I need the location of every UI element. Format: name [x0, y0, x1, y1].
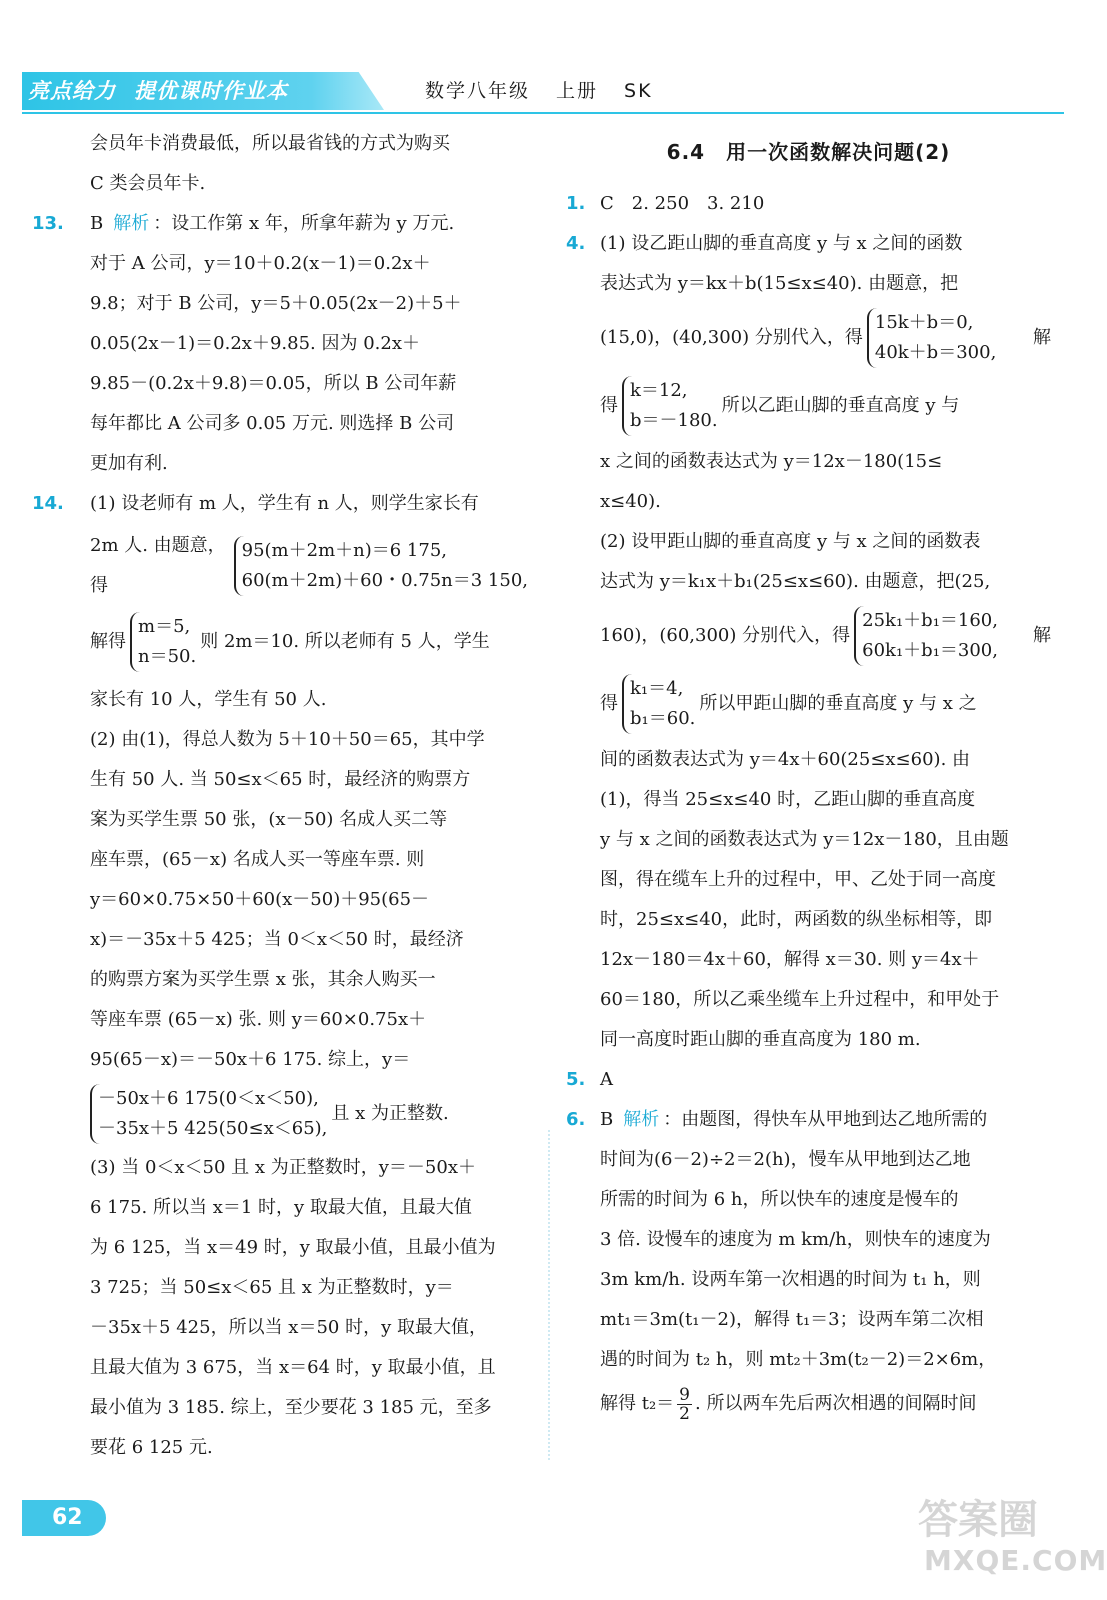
equation: 15k＋b＝0, — [874, 312, 974, 333]
text-line: 所需的时间为 6 h，所以快车的速度是慢车的 — [600, 1189, 959, 1210]
equation: k＝12, — [630, 380, 688, 401]
text-line: 家长有 10 人，学生有 50 人. — [90, 689, 327, 710]
text-line: 生有 50 人. 当 50≤x＜65 时，最经济的购票方 — [90, 769, 471, 790]
question-number: 14. — [32, 493, 64, 514]
equation: b₁＝60. — [630, 708, 696, 729]
answer-text: C 2. 250 3. 210 — [600, 193, 765, 214]
text-line: 更加有利. — [90, 453, 168, 474]
equation-system — [90, 1084, 327, 1144]
text-line: 达式为 y＝k₁x＋b₁(25≤x≤60). 由题意，把(25, — [600, 571, 991, 592]
text-line: 95(65－x)＝－50x＋6 175. 综上，y＝ — [90, 1049, 411, 1070]
equation: 60(m＋2m)＋60・0.75n＝3 150, — [241, 570, 528, 591]
subject-info — [425, 76, 679, 103]
text-line: ：设工作第 x 年，所拿年薪为 y 万元. — [153, 213, 455, 234]
text-line: (1) 设乙距山脚的垂直高度 y 与 x 之间的函数 — [600, 233, 963, 254]
subject-volume: 上册 — [556, 80, 599, 102]
question-number: 5. — [566, 1069, 586, 1090]
text-fragment: 2m 人. 由题意，得 — [90, 535, 226, 596]
text-line: 3m km/h. 设两车第一次相遇的时间为 t₁ h，则 — [600, 1269, 981, 1290]
answer-choice: B — [90, 213, 104, 234]
text-line: 的购票方案为买学生票 x 张，其余人购买一 — [90, 969, 436, 990]
text-line: 60＝180，所以乙乘坐缆车上升过程中，和甲处于 — [600, 989, 1000, 1010]
text-line: 6 175. 所以当 x＝1 时，y 取最大值，且最大值 — [90, 1197, 472, 1218]
fraction — [677, 1386, 692, 1423]
equation-system — [867, 308, 996, 368]
text-fragment: 所以甲距山脚的垂直高度 y 与 x 之 — [699, 693, 977, 714]
text-line: －35x＋5 425，所以当 x＝50 时，y 取最大值， — [90, 1317, 487, 1338]
text-line: 9.85－(0.2x＋9.8)＝0.05，所以 B 公司年薪 — [90, 373, 457, 394]
text-line: x 之间的函数表达式为 y＝12x－180(15≤ — [600, 451, 943, 472]
question-5 — [566, 1060, 1051, 1100]
text-line: (1) 设老师有 m 人，学生有 n 人，则学生家长有 — [90, 493, 479, 514]
text-fragment: 且 x 为正整数. — [331, 1103, 449, 1124]
text-line: mt₁＝3m(t₁－2)，解得 t₁＝3；设两车第二次相 — [600, 1309, 984, 1330]
text-fragment: 解 — [1033, 625, 1051, 646]
section-title: 6.4 用一次函数解决问题(2) — [666, 140, 951, 164]
text-fragment: 160)，(60,300) 分别代入，得 — [600, 625, 851, 646]
right-column — [566, 124, 1051, 1424]
text-line: 图，得在缆车上升的过程中，甲、乙处于同一高度 — [600, 869, 996, 890]
text-line: 会员年卡消费最低，所以最省钱的方式为购买 — [90, 133, 450, 154]
text-line: x)＝－35x＋5 425；当 0＜x＜50 时，最经济 — [90, 929, 464, 950]
text-line: 9.8；对于 B 公司，y＝5＋0.05(2x－2)＋5＋ — [90, 293, 462, 314]
text-line: 3 倍. 设慢车的速度为 m km/h，则快车的速度为 — [600, 1229, 991, 1250]
equation-system — [130, 612, 196, 672]
text-line: (3) 当 0＜x＜50 且 x 为正整数时，y＝－50x＋ — [90, 1157, 476, 1178]
question-number: 13. — [32, 213, 64, 234]
equation-system — [234, 536, 528, 596]
question-number: 6. — [566, 1109, 586, 1130]
column-divider — [548, 1130, 550, 1460]
text-line: 对于 A 公司，y＝10＋0.2(x－1)＝0.2x＋ — [90, 253, 431, 274]
text-line: 表达式为 y＝kx＋b(15≤x≤40). 由题意，把 — [600, 273, 959, 294]
text-line: 每年都比 A 公司多 0.05 万元. 则选择 B 公司 — [90, 413, 455, 434]
question-number: 1. — [566, 193, 586, 214]
page-number: 62 — [22, 1500, 106, 1536]
subject-grade: 数学八年级 — [425, 80, 531, 102]
watermark — [918, 1488, 1107, 1588]
question-14 — [32, 484, 532, 1468]
header-rule — [22, 112, 1064, 114]
equation: k₁＝4, — [630, 678, 684, 699]
text-fragment: 得 — [600, 693, 618, 714]
page-header — [0, 0, 1086, 118]
equation-system — [622, 376, 718, 436]
text-fragment: (15,0)，(40,300) 分别代入，得 — [600, 327, 863, 348]
question-6 — [566, 1100, 1051, 1424]
equation: 40k＋b＝300, — [874, 342, 997, 363]
brand-name: 亮点给力 — [28, 79, 116, 103]
text-line: (2) 由(1)，得总人数为 5＋10＋50＝65，其中学 — [90, 729, 485, 750]
equation: －50x＋6 175(0＜x＜50), — [98, 1088, 319, 1109]
text-line: C 类会员年卡. — [90, 173, 206, 194]
equation: 60k₁＋b₁＝300, — [862, 640, 998, 661]
text-line: 要花 6 125 元. — [90, 1437, 213, 1458]
text-line: 12x－180＝4x＋60，解得 x＝30. 则 y＝4x＋ — [600, 949, 980, 970]
equation-system — [854, 606, 998, 666]
answer-choice: B — [600, 1109, 614, 1130]
text-line: 座车票，(65－x) 名成人买一等座车票. 则 — [90, 849, 425, 870]
explanation-label: 解析 — [623, 1109, 660, 1130]
text-line: 时，25≤x≤40，此时，两函数的纵坐标相等，即 — [600, 909, 993, 930]
text-line: (2) 设甲距山脚的垂直高度 y 与 x 之间的函数表 — [600, 531, 981, 552]
text-line: 为 6 125，当 x＝49 时，y 取最小值，且最小值为 — [90, 1237, 496, 1258]
question-1-3 — [566, 184, 1051, 224]
text-line: 同一高度时距山脚的垂直高度为 180 m. — [600, 1029, 921, 1050]
equation: n＝50. — [138, 646, 197, 667]
text-fragment: . 所以两车先后两次相遇的间隔时间 — [695, 1393, 977, 1414]
text-line: y＝60×0.75×50＋60(x－50)＋95(65－ — [90, 889, 430, 910]
watermark-logo-text: 答案圈 — [918, 1497, 1038, 1543]
equation: 25k₁＋b₁＝160, — [862, 610, 998, 631]
text-line: 时间为(6－2)÷2＝2(h)，慢车从甲地到达乙地 — [600, 1149, 971, 1170]
brand-title — [22, 72, 288, 110]
text-fragment: 则 2m＝10. 所以老师有 5 人，学生 — [200, 631, 490, 652]
text-line: x≤40). — [600, 491, 661, 512]
left-column — [32, 124, 532, 1468]
text-fragment: 解得 — [90, 631, 126, 652]
equation: b＝－180. — [630, 410, 718, 431]
equation: －35x＋5 425(50≤x＜65), — [98, 1118, 328, 1139]
question-4 — [566, 224, 1051, 1060]
text-line: 遇的时间为 t₂ h，则 mt₂＋3m(t₂－2)＝2×6m， — [600, 1349, 997, 1370]
explanation-label: 解析 — [113, 213, 150, 234]
text-line: (1)，得当 25≤x≤40 时，乙距山脚的垂直高度 — [600, 789, 976, 810]
text-line: 案为买学生票 50 张，(x－50) 名成人买二等 — [90, 809, 448, 830]
equation: m＝5, — [138, 616, 191, 637]
text-line: 且最大值为 3 675，当 x＝64 时，y 取最小值，且 — [90, 1357, 496, 1378]
equation: 95(m＋2m＋n)＝6 175, — [241, 540, 448, 561]
text-fragment: 解得 t₂＝ — [600, 1393, 675, 1414]
brand-subtitle: 提优课时作业本 — [134, 79, 288, 103]
text-line: 最小值为 3 185. 综上，至少要花 3 185 元，至多 — [90, 1397, 492, 1418]
text-line: 3 725；当 50≤x＜65 且 x 为正整数时，y＝ — [90, 1277, 454, 1298]
question-13 — [32, 204, 532, 484]
text-line: 间的函数表达式为 y＝4x＋60(25≤x≤60). 由 — [600, 749, 971, 770]
text-line: 0.05(2x－1)＝0.2x＋9.85. 因为 0.2x＋ — [90, 333, 420, 354]
fraction-denominator: 2 — [679, 1403, 690, 1424]
text-line: y 与 x 之间的函数表达式为 y＝12x－180，且由题 — [600, 829, 1009, 850]
text-fragment: 解 — [1033, 327, 1051, 348]
equation-system — [622, 674, 695, 734]
text-fragment: 所以乙距山脚的垂直高度 y 与 — [721, 395, 960, 416]
question-number: 4. — [566, 233, 586, 254]
watermark-url: MXQE.COM — [924, 1544, 1107, 1577]
subject-edition: SK — [624, 80, 653, 102]
text-fragment: 得 — [600, 395, 618, 416]
answer-text: A — [600, 1069, 613, 1090]
text-line: ：由题图，得快车从甲地到达乙地所需的 — [663, 1109, 988, 1130]
text-line: 等座车票 (65－x) 张. 则 y＝60×0.75x＋ — [90, 1009, 427, 1030]
fraction-numerator: 9 — [679, 1384, 690, 1405]
